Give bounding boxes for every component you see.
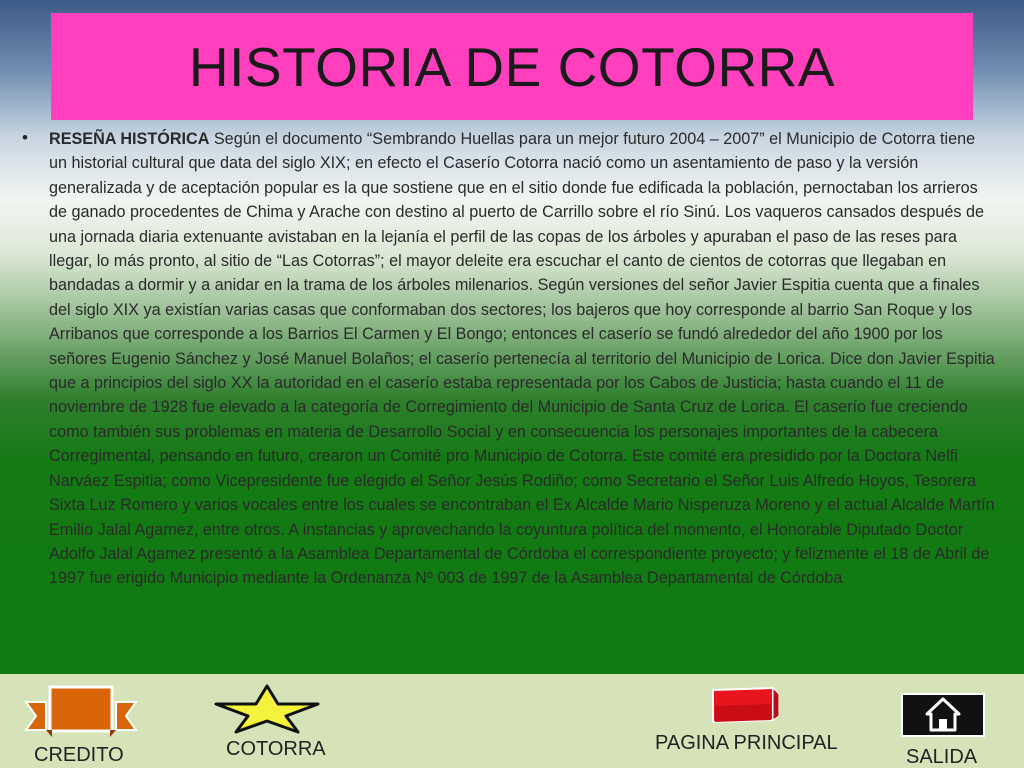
body-paragraph: Según el documento “Sembrando Huellas para un mejor futuro 2004 – 2007” el Municipio de Cotorra tiene un historial cultural que data del siglo XIX; en efecto el Caserío Cotorra nació como un asentamiento de paso y la versión generalizada y de aceptación popular es la que sostiene que en el sitio donde fue edificada la población, pernoctaban los arrieros de ganado procedentes de Chima y Arache con destino al puerto de Carrillo sobre el río Sinú. Los vaqueros cansados después de una jornada diaria extenuante avistaban en la lejanía el perfil de las copas de los árboles y apuraban el paso de las reses para llegar, lo más pronto, al sitio de “Las Cotorras”; el mayor deleite era escuchar el canto de cientos de cotorras que llegaban en bandadas a dormir y a anidar en la trama de los árboles milenarios. Según versiones del señor Javier Espitia cuenta que a finales del siglo XIX ya existían varias casas que conformaban dos sectores; los bajeros que hoy corresponde al barrio San Roque y los Arribanos que corresponde a los Barrios El Carmen y El Bongo; entonces el caserío se fundó alrededor del año 1900 por los señores Eugenio Sánchez y José Manuel Bolaños; el caserío pertenecía al territorio del Municipio de Lorica. Dice don Javier Espitia que a principios del siglo XX la autoridad en el caserío estaba representada por los Cabos de Justicia; hasta cuando el 11 de noviembre de 1928 fue elevado a la categoría de Corregimiento del Municipio de Santa Cruz de Lorica. El caserío fue creciendo como también sus problemas en materia de Desarrollo Social y en consecuencia los personajes importantes de la cabecera Corregimental, pensando en futuro, crearon un Comité pro Municipio de Cotorra. Este comité era presidido por la Doctora Nelfi Narváez Espitia; como Vicepresidente fue elegido el Señor Jesús Rodiño; como Secretario el Señor Luis Alfredo Hoyos, Tesorera Sixta Luz Romero y varios vocales entre los cuales se encontraban el Ex Alcalde Mario Nisperuza Moreno y el actual Alcalde Martín Emilio Jalal Agamez, entre otros. A instancias y aprovechando la coyuntura política del momento, el Honorable Diputado Doctor Adolfo Jalal Agamez presentó a la Asamblea Departamental de Córdoba el correspondiente proyecto; y felizmente el 18 de Abril de 1997 fue erigido Municipio mediante la Ordenanza Nº 003 de 1997 de la Asamblea Departamental de Córdoba bbox=[49, 130, 995, 588]
home-icon bbox=[900, 692, 986, 738]
cotorra-label: COTORRA bbox=[226, 738, 326, 760]
slide-title-box bbox=[51, 13, 973, 120]
red-flag-icon bbox=[655, 686, 855, 726]
slide-body bbox=[49, 127, 995, 591]
cotorra-button[interactable] bbox=[212, 684, 342, 768]
credito-button[interactable] bbox=[22, 684, 142, 768]
body-heading: RESEÑA HISTÓRICA bbox=[49, 130, 210, 148]
star-icon bbox=[212, 684, 322, 734]
salida-label: SALIDA bbox=[906, 746, 978, 768]
banner-ribbon-icon bbox=[22, 684, 140, 742]
footer-navigation-bar bbox=[0, 674, 1024, 768]
pagina-principal-label: PAGINA PRINCIPAL bbox=[655, 732, 838, 754]
pagina-principal-button[interactable] bbox=[655, 686, 855, 766]
salida-button[interactable] bbox=[900, 692, 990, 768]
bullet-marker: • bbox=[22, 128, 28, 147]
slide-title: HISTORIA DE COTORRA bbox=[188, 35, 836, 98]
credito-label: CREDITO bbox=[34, 744, 124, 766]
